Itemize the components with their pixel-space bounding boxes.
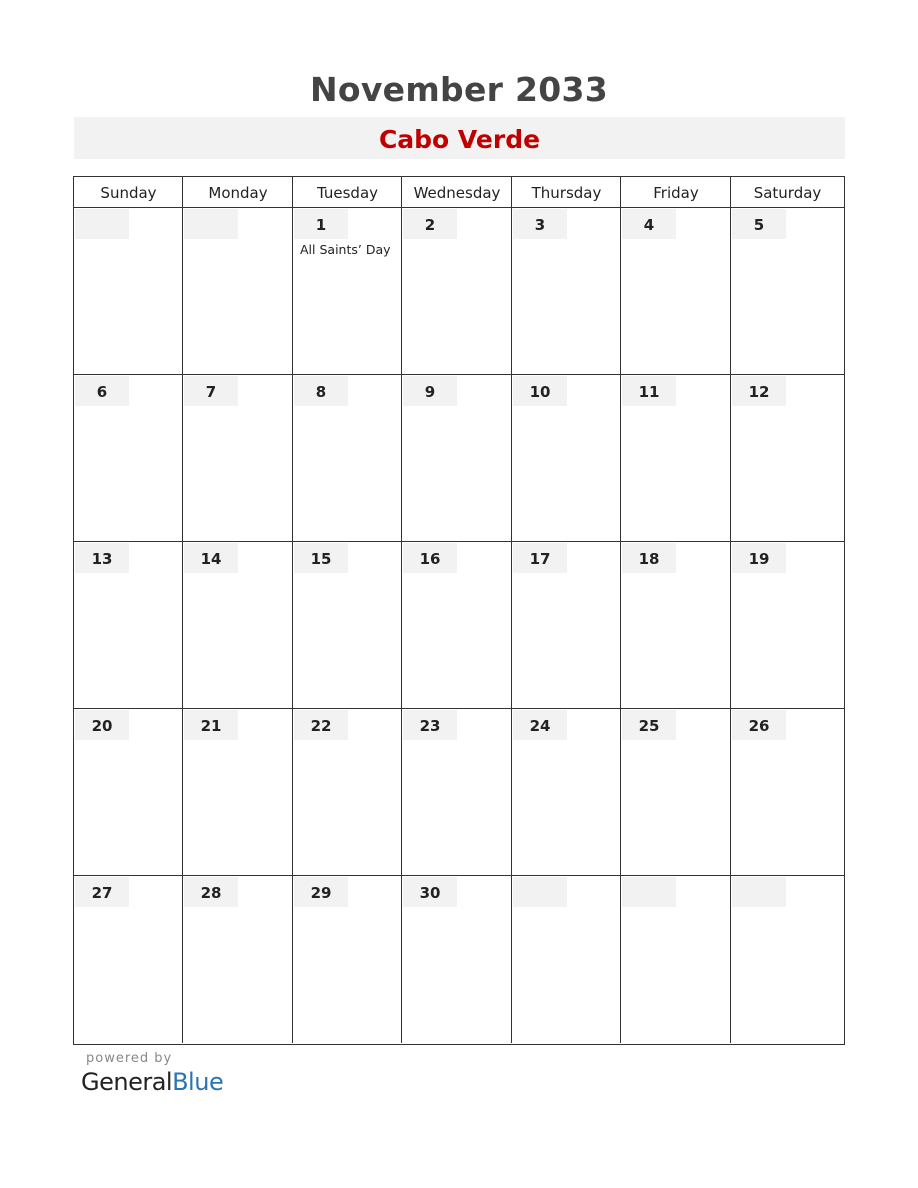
day-cell-tuesday bbox=[293, 208, 401, 374]
day-number: 4 bbox=[622, 209, 676, 239]
day-cell-sunday bbox=[74, 709, 182, 875]
day-cell-saturday bbox=[731, 375, 844, 541]
day-cell-thursday bbox=[512, 375, 620, 541]
day-number: 20 bbox=[75, 710, 129, 740]
day-number: 7 bbox=[184, 376, 238, 406]
country-name: Cabo Verde bbox=[378, 125, 541, 154]
day-number: 22 bbox=[294, 710, 348, 740]
day-number: 9 bbox=[403, 376, 457, 406]
weekday-thursday: Thursday bbox=[531, 184, 602, 202]
day-cell-saturday bbox=[731, 542, 844, 708]
weekday-friday: Friday bbox=[653, 184, 699, 202]
day-cell-monday bbox=[183, 709, 292, 875]
day-cell-tuesday bbox=[293, 542, 401, 708]
day-cell-saturday bbox=[731, 709, 844, 875]
week-row bbox=[74, 542, 844, 709]
powered-by-label: powered by bbox=[86, 1051, 173, 1066]
day-number: 5 bbox=[732, 209, 786, 239]
day-cell-monday bbox=[183, 876, 292, 1043]
day-number bbox=[622, 877, 676, 907]
day-cell-tuesday bbox=[293, 876, 401, 1043]
day-cell-friday bbox=[621, 876, 730, 1043]
day-number: 25 bbox=[622, 710, 676, 740]
day-cell-friday bbox=[621, 709, 730, 875]
day-number: 30 bbox=[403, 877, 457, 907]
day-number bbox=[75, 209, 129, 239]
weekday-saturday: Saturday bbox=[753, 184, 822, 202]
day-number bbox=[513, 877, 567, 907]
day-cell-saturday bbox=[731, 876, 844, 1043]
day-cell-friday bbox=[621, 208, 730, 374]
day-number: 15 bbox=[294, 543, 348, 573]
day-number: 24 bbox=[513, 710, 567, 740]
day-number: 11 bbox=[622, 376, 676, 406]
day-cell-sunday bbox=[74, 375, 182, 541]
day-number: 26 bbox=[732, 710, 786, 740]
country-banner bbox=[74, 117, 845, 159]
day-cell-friday bbox=[621, 375, 730, 541]
brand-blue: Blue bbox=[172, 1068, 224, 1096]
day-number: 3 bbox=[513, 209, 567, 239]
day-number: 10 bbox=[513, 376, 567, 406]
day-cell-tuesday bbox=[293, 375, 401, 541]
day-cell-wednesday bbox=[402, 542, 511, 708]
day-number: 17 bbox=[513, 543, 567, 573]
day-cell-sunday bbox=[74, 542, 182, 708]
week-row bbox=[74, 208, 844, 375]
day-cell-tuesday bbox=[293, 709, 401, 875]
day-cell-sunday bbox=[74, 208, 182, 374]
day-cell-saturday bbox=[731, 208, 844, 374]
day-cell-thursday bbox=[512, 542, 620, 708]
week-row bbox=[74, 876, 844, 1043]
day-number: 12 bbox=[732, 376, 786, 406]
day-number: 27 bbox=[75, 877, 129, 907]
day-cell-thursday bbox=[512, 876, 620, 1043]
day-cell-thursday bbox=[512, 208, 620, 374]
day-number: 2 bbox=[403, 209, 457, 239]
day-cell-wednesday bbox=[402, 876, 511, 1043]
day-cell-monday bbox=[183, 208, 292, 374]
day-cell-sunday bbox=[74, 876, 182, 1043]
day-number: 6 bbox=[75, 376, 129, 406]
day-cell-wednesday bbox=[402, 375, 511, 541]
day-cell-wednesday bbox=[402, 709, 511, 875]
day-number: 28 bbox=[184, 877, 238, 907]
day-number bbox=[732, 877, 786, 907]
day-cell-monday bbox=[183, 375, 292, 541]
week-row bbox=[74, 375, 844, 542]
generalblue-logo[interactable] bbox=[81, 1068, 223, 1096]
day-number: 13 bbox=[75, 543, 129, 573]
calendar-title: November 2033 bbox=[309, 70, 609, 109]
day-number: 21 bbox=[184, 710, 238, 740]
day-cell-friday bbox=[621, 542, 730, 708]
weekday-header-row bbox=[74, 177, 844, 208]
weekday-wednesday: Wednesday bbox=[413, 184, 501, 202]
day-cell-thursday bbox=[512, 709, 620, 875]
brand-general: General bbox=[81, 1068, 173, 1096]
day-number: 19 bbox=[732, 543, 786, 573]
day-number: 18 bbox=[622, 543, 676, 573]
weekday-sunday: Sunday bbox=[100, 184, 157, 202]
day-number: 14 bbox=[184, 543, 238, 573]
holiday-label: All Saints’ Day bbox=[300, 242, 391, 257]
day-number: 8 bbox=[294, 376, 348, 406]
day-number: 16 bbox=[403, 543, 457, 573]
weekday-tuesday: Tuesday bbox=[316, 184, 379, 202]
day-cell-monday bbox=[183, 542, 292, 708]
weekday-monday: Monday bbox=[208, 184, 268, 202]
day-number bbox=[184, 209, 238, 239]
day-number: 1 bbox=[294, 209, 348, 239]
day-number: 29 bbox=[294, 877, 348, 907]
week-row bbox=[74, 709, 844, 876]
day-cell-wednesday bbox=[402, 208, 511, 374]
calendar-grid bbox=[73, 176, 845, 1045]
day-number: 23 bbox=[403, 710, 457, 740]
